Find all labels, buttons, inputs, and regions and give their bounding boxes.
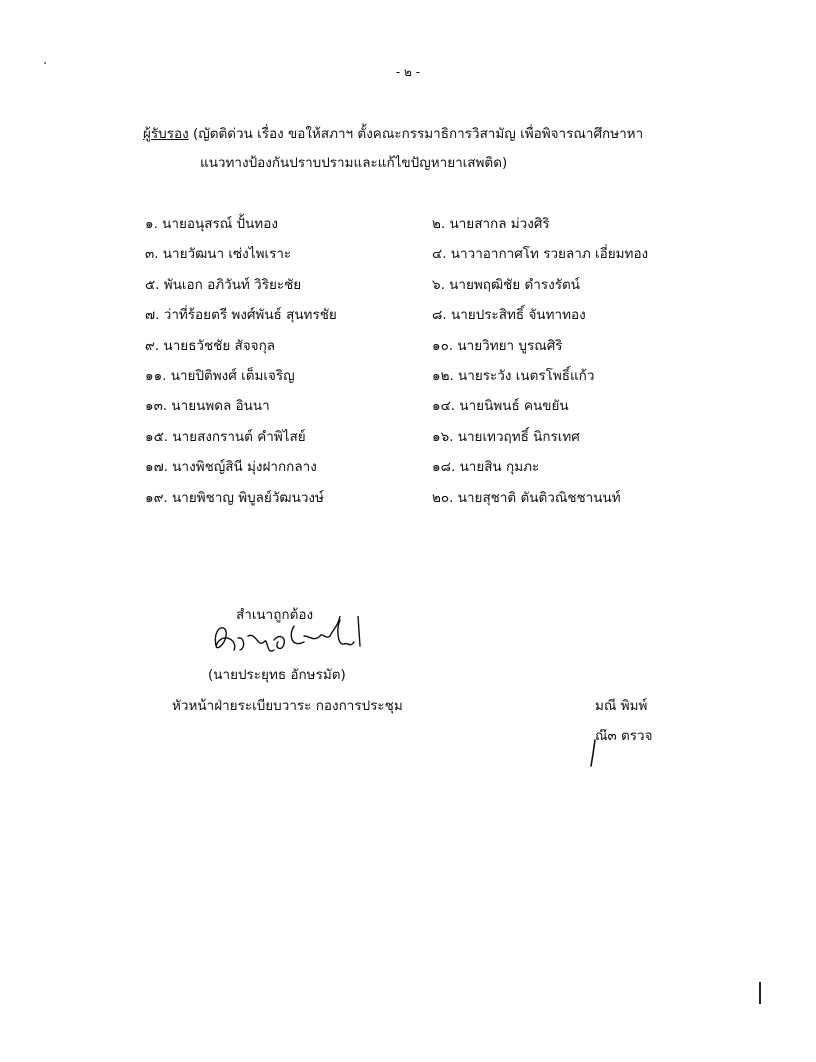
member-item: ๓. นายวัฒนา เซ่งไพเราะ [145,246,292,262]
member-item: ๑๓. นายนพดล อินนา [145,398,270,414]
member-item: ๕. พันเอก อภิวันท์ วิริยะชัย [145,277,302,293]
member-item: ๒. นายสากล ม่วงศิริ [432,216,550,232]
checker-note: ณ๊๓ ตรวจ [595,728,653,744]
member-item: ๑๙. นายพิชาญ พิบูลย์วัฒนวงษ์ [145,490,324,506]
member-item: ๑๘. นายสิน กุมภะ [432,459,540,475]
member-item: ๗. ว่าที่ร้อยตรี พงศ์พันธ์ สุนทรชัย [145,307,337,323]
member-item: ๑๐. นายวิทยา บูรณศิริ [432,338,563,354]
member-item: ๑๒. นายระวัง เนตรโพธิ์แก้ว [432,368,595,384]
sponsor-line-2: แนวทางป้องกันปราบปรามและแก้ไขปัญหายาเสพติด) [200,155,508,171]
member-item: ๑๕. นายสงกรานต์ คำพิไสย์ [145,429,306,445]
member-item: ๑๖. นายเทวฤทธิ์ นิกรเทศ [432,429,580,445]
member-item: ๒๐. นายสุชาติ ตันติวณิชชานนท์ [432,490,621,506]
member-item: ๑๔. นายนิพนธ์ คนขยัน [432,398,569,414]
member-item: ๔. นาวาอากาศโท รวยลาภ เอี่ยมทอง [432,246,649,262]
sponsor-line-1 [143,122,643,144]
certifier-name: (นายประยุทธ อักษรมัต) [208,667,346,683]
certifier-position: หัวหน้าฝ่ายระเบียบวาระ กองการประชุม [172,698,403,714]
scan-edge-mark [759,982,761,1004]
signature [208,616,368,658]
page-number: - ๒ - [395,65,421,79]
sponsor-label: ผู้รับรอง [143,126,189,142]
member-item: ๘. นายประสิทธิ์ จันทาทอง [432,307,586,323]
typist-note: มณี พิมพ์ [595,698,648,714]
scan-speck [44,62,46,64]
member-item: ๑. นายอนุสรณ์ ปั้นทอง [145,216,278,232]
sponsor-motion-title: (ญัตติด่วน เรื่อง ขอให้สภาฯ ตั้งคณะกรรมาธิการวิสามัญ เพื่อพิจารณาศึกษาหา [188,126,644,142]
certified-copy-label: สำเนาถูกต้อง [236,607,314,623]
member-item: ๙. นายธวัชชัย สัจจกุล [145,338,276,354]
member-item: ๖. นายพฤฒิชัย ดำรงรัตน์ [432,277,580,293]
member-item: ๑๗. นางพิชญ์สินี มุ่งฝากกลาง [145,459,317,475]
member-item: ๑๑. นายปิติพงศ์ เต็มเจริญ [145,368,295,384]
checker-initial-mark [586,738,600,768]
